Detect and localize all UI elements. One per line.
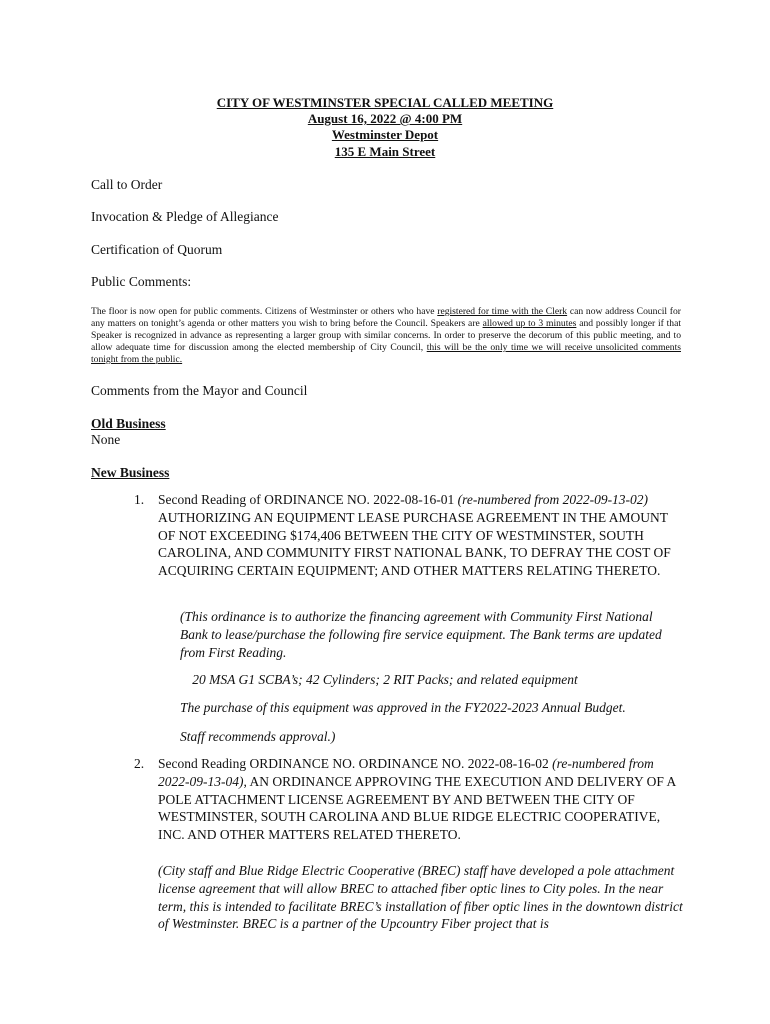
new-business-heading: New Business [91, 465, 170, 480]
item-number: 1. [134, 492, 145, 507]
item-number: 2. [134, 756, 145, 771]
item-2-note: (City staff and Blue Ridge Electric Cooperative (BREC) staff have developed a pole attachment license agreement that will allow BREC to attached fiber optic lines to City poles. In the near term, this is intended to facilitate BREC’s installation of fiber optic lines in the downtown district of Westminster. BREC is a partner of the Upcountry Fiber project that is [158, 863, 683, 932]
public-comments-text: The floor is now open for public comments. Citizens of Westminster or others who have registered for time with the Clerk can now address Council for any matters on tonight’s agenda or other matters you wish to bring before the Council. Speakers are allowed up to 3 minutes and possibly longer if that Speaker is recognized in advance as representing a larger group with similar concerns. In order to preserve the decorum of this public meeting, and to allow adequate time for discussion among the elected membership of City Council, this will be the only time we will receive unsolicited comments tonight from the public. [91, 306, 681, 365]
invocation: Invocation & Pledge of Allegiance [91, 209, 279, 224]
item-1-staff: Staff recommends approval.) [180, 729, 336, 744]
meeting-title: CITY OF WESTMINSTER SPECIAL CALLED MEETING [216, 95, 554, 110]
old-business-heading: Old Business [91, 416, 166, 431]
item-1-equipment: 20 MSA G1 SCBA’s; 42 Cylinders; 2 RIT Packs; and related equipment [192, 672, 578, 687]
item-2-text: Second Reading ORDINANCE NO. ORDINANCE NO. 2022-08-16-02 (re-numbered from 2022-09-13-04), AN ORDINANCE APPROVING THE EXECUTION AND DELIVERY OF A POLE ATTACHMENT LICENSE AGREEMENT BY AND BETWEEN THE CITY OF WESTMINSTER, SOUTH CAROLINA AND BLUE RIDGE ELECTRIC COOPERATIVE, INC. AND OTHER MATTERS RELATED THERETO. [158, 756, 676, 843]
meeting-address: 135 E Main Street [334, 144, 436, 159]
item-1-approval: The purchase of this equipment was approved in the FY2022-2023 Annual Budget. [180, 700, 626, 715]
meeting-date: August 16, 2022 @ 4:00 PM [307, 111, 463, 126]
old-business-body: None [91, 432, 121, 447]
item-1-note: (This ordinance is to authorize the financing agreement with Community First National Bank to lease/purchase the following fire service equipment. The Bank terms are updated from First Reading. [180, 609, 662, 660]
item-1-text: Second Reading of ORDINANCE NO. 2022-08-16-01 (re-numbered from 2022-09-13-02) AUTHORIZING AN EQUIPMENT LEASE PURCHASE AGREEMENT IN THE AMOUNT OF NOT EXCEEDING $174,406 BETWEEN THE CITY OF WESTMINSTER, SOUTH CAROLINA, AND COMMUNITY FIRST NATIONAL BANK, TO DEFRAY THE COST OF ACQUIRING CERTAIN EQUIPMENT; AND OTHER MATTERS RELATING THERETO. [158, 492, 671, 579]
public-comments-heading: Public Comments: [91, 274, 192, 289]
call-to-order: Call to Order [91, 177, 163, 192]
meeting-venue: Westminster Depot [331, 127, 439, 142]
comments-mayor-council: Comments from the Mayor and Council [91, 383, 308, 398]
certification-of-quorum: Certification of Quorum [91, 242, 223, 257]
